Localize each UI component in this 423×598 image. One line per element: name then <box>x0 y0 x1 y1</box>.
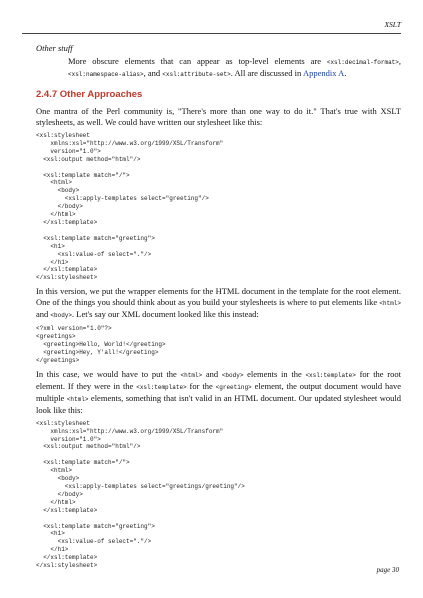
page-number: page 30 <box>376 566 399 574</box>
text-run: . All are discussed in <box>230 68 303 78</box>
inline-code: <body> <box>221 371 244 379</box>
text-run: In this case, we would have to put the <box>36 368 181 379</box>
code-block-stylesheet-2: <xsl:stylesheet xmlns:xsl="http://www.w3.org/1999/XSL/Transform" version="1.0"> <xsl:output method="html"/> <xsl:template match="/"> <html> <body> <xsl:apply-templates select="greetings/greeting"/> </body> </html> </xsl:template> <xsl:template match="greeting"> <h1> <xsl:value-of select="."/> </h1> </xsl:template> </xsl:stylesheet> <box>36 419 245 570</box>
running-header: XSLT <box>384 20 401 29</box>
inline-code: <xsl:decimal-format> <box>326 59 399 66</box>
text-run: . <box>344 68 347 78</box>
text-run: and <box>36 309 51 320</box>
inline-code: <html> <box>66 395 89 403</box>
text-run: In this version, we put the wrapper elements for the HTML document in the template for the root element. One of the things you should think about as you build your stylesheets is where to put elements like <box>36 286 401 308</box>
text-run: More obscure elements that can appear as top-level elements are <box>68 56 327 66</box>
header-rule <box>22 33 401 34</box>
code-block-xml-document: <?xml version="1.0"?> <greetings> <greeting>Hello, World!</greeting> <greeting>Hey, Y'all!</greeting> </greetings> <box>36 325 166 364</box>
text-run: elements in the <box>243 368 306 379</box>
appendix-a-link[interactable]: Appendix A <box>302 68 345 78</box>
inline-code: <html> <box>379 300 401 308</box>
paragraph-wrapper-elements <box>36 286 401 321</box>
text-run: . Let's say our XML document looked like this instead: <box>72 309 259 320</box>
text-run: for the root element. If they were in the <box>36 368 401 391</box>
text-run: , <box>398 56 401 66</box>
text-run: and <box>202 368 222 379</box>
inline-code: <xsl:template> <box>136 383 187 391</box>
text-run: elements, something that isn't valid in an HTML document. Our updated stylesheet would look like this: <box>36 392 401 415</box>
text-run: , and <box>143 68 163 78</box>
inline-code: <xsl:attribute-set> <box>162 71 231 78</box>
other-stuff-title: Other stuff <box>36 43 73 53</box>
section-heading: 2.4.7 Other Approaches <box>36 89 143 100</box>
inline-code: <html> <box>180 371 203 379</box>
page-content <box>36 43 401 574</box>
paragraph-root-element <box>36 369 401 416</box>
text-run: element, the output document would have multiple <box>36 380 402 403</box>
inline-code: <xsl:namespace-alias> <box>68 71 144 78</box>
other-stuff-paragraph <box>68 56 401 80</box>
code-block-stylesheet-1: <xsl:stylesheet xmlns:xsl="http://www.w3.org/1999/XSL/Transform" version="1.0"> <xsl:output method="html"/> <xsl:template match="/"> <html> <body> <xsl:apply-templates select="greeting"/> </body> </html> </xsl:template> <xsl:template match="greeting"> <h1> <xsl:value-of select="."/> </h1> </xsl:template> </xsl:stylesheet> <box>36 132 224 282</box>
inline-code: <xsl:template> <box>305 371 356 379</box>
inline-code: <body> <box>50 312 73 320</box>
text-run: for the <box>186 380 216 391</box>
inline-code: <greeting> <box>215 383 252 391</box>
paragraph-intro: One mantra of the Perl community is, "There's more than one way to do it." That's true with XSLT stylesheets, as well. We could have written our stylesheet like this: <box>36 106 401 127</box>
